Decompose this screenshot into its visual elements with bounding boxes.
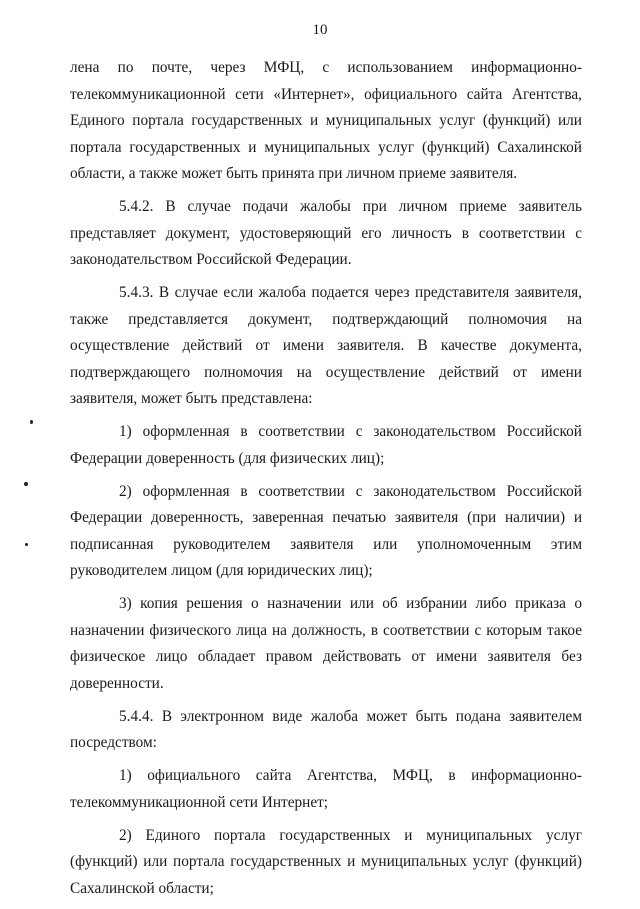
page-number: 10 xyxy=(312,22,328,38)
list-item-5-4-3-2: 2) оформленная в соответствии с законодательством Российской Федерации доверенность, заверенная печатью заявителя (при наличии) и подписанная руководителем заявителя или уполномоченным этим руководителем лицом (для юридических лиц); xyxy=(70,482,582,579)
list-item-5-4-3-1: 1) оформленная в соответствии с законодательством Российской Федерации доверенность (для физических лиц); xyxy=(70,423,582,467)
scan-speck xyxy=(25,543,28,546)
paragraph-5-4-4: 5.4.4. В электронном виде жалоба может быть подана заявителем посредством: xyxy=(70,707,582,751)
list-item-5-4-3-3: 3) копия решения о назначении или об избрании либо приказа о назначении физического лица на должность, в соответствии с которым такое физическое лицо обладает правом действовать от имени заявителя без доверенности. xyxy=(70,595,582,692)
paragraph-5-4-3: 5.4.3. В случае если жалоба подается через представителя заявителя, также представляется документ, подтверждающий полномочия на осуществление действий от имени заявителя. В качестве документа, подтверждающего полномочия на осуществление действий от имени заявителя, может быть представлена: xyxy=(70,284,582,407)
paragraph-5-4-2: 5.4.2. В случае подачи жалобы при личном приеме заявитель представляет документ, удостоверяющий его личность в соответствии с законодательством Российской Федерации. xyxy=(70,198,582,268)
scan-speck xyxy=(30,420,33,424)
list-item-5-4-4-2: 2) Единого портала государственных и муниципальных услуг (функций) или портала государственных и муниципальных услуг (функций) Сахалинской области; xyxy=(70,826,582,897)
document-body xyxy=(70,55,582,909)
scan-speck xyxy=(24,482,28,486)
paragraph-continuation: лена по почте, через МФЦ, с использованием информационно-телекоммуникационной сети «Интернет», официального сайта Агентства, Единого портала государственных и муниципальных услуг (функций) или портала государственных и муниципальных услуг (функций) Сахалинской области, а также может быть принята при личном приеме заявителя. xyxy=(70,59,582,182)
list-item-5-4-4-1: 1) официального сайта Агентства, МФЦ, в информационно-телекоммуникационной сети Интернет; xyxy=(70,767,582,811)
